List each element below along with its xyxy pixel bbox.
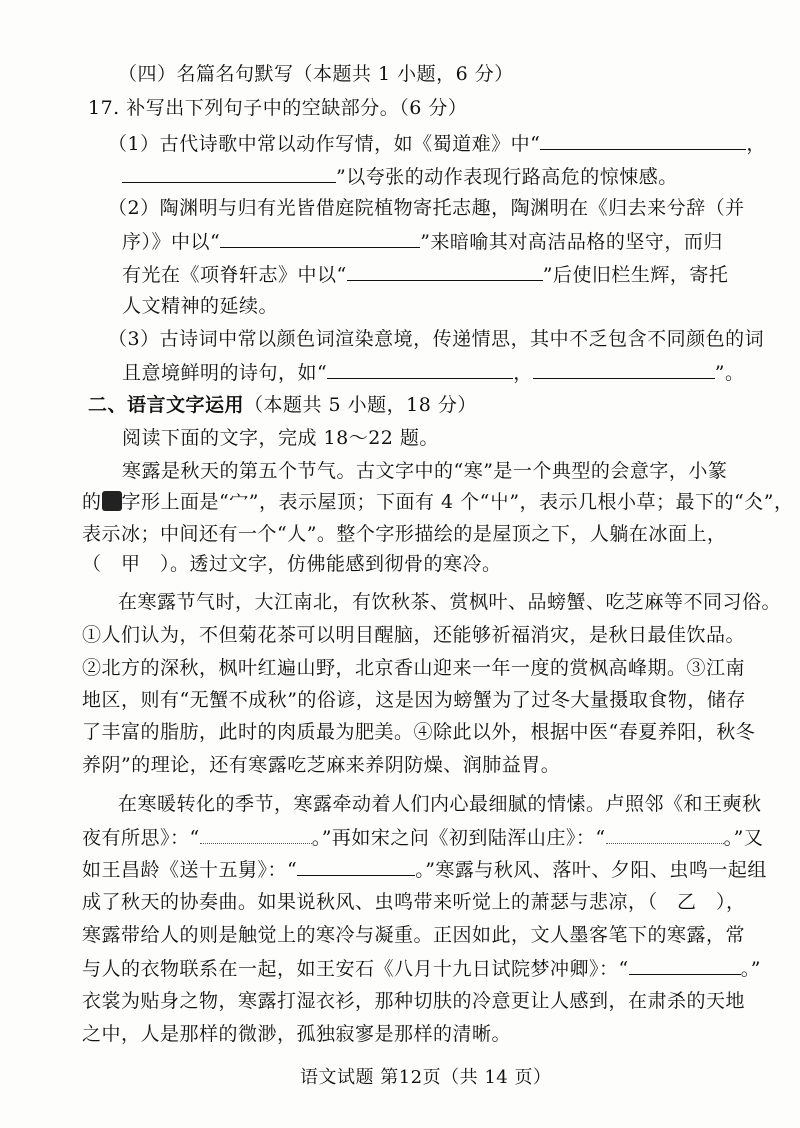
para3-l2-b: 。”再如宋之问《初到陆浑山庄》：“ bbox=[311, 827, 606, 849]
para3-l6-a: 与人的衣物联系在一起，如王安石《八月十九日试院梦冲卿》：“ bbox=[82, 958, 629, 980]
q17-p1-line2 bbox=[122, 164, 678, 189]
q17-p2-line3 bbox=[122, 262, 728, 287]
para3-l3-b: 。”寒露与秋风、落叶、夕阳、虫鸣一起组 bbox=[415, 859, 767, 881]
q17-p3-line2 bbox=[122, 360, 744, 385]
q17-p3-mid: ， bbox=[513, 362, 533, 384]
para2-line1: 在寒露节气时，大江南北，有饮秋茶、赏枫叶、品螃蟹、吃芝麻等不同习俗。 bbox=[118, 591, 782, 613]
comma: ， bbox=[746, 133, 766, 155]
para3-l6-b: 。” bbox=[740, 958, 761, 980]
answer-blank[interactable] bbox=[200, 825, 312, 844]
q17-title: 17. 补写出下列句子中的空缺部分。（6 分） bbox=[88, 97, 468, 119]
q17-p3-end: ”。 bbox=[714, 362, 745, 384]
answer-blank[interactable] bbox=[540, 131, 746, 150]
q17-p2-line4: 人文精神的延续。 bbox=[122, 295, 279, 317]
section4-heading: （四）名篇名句默写（本题共 1 小题，6 分） bbox=[118, 63, 514, 85]
para3-line7: 衣裳为贴身之物，寒露打湿衣衫，那种切肤的冷意更让人感到，在肃杀的天地 bbox=[82, 990, 746, 1012]
q17-p1-end: ”以夸张的动作表现行路高危的惊悚感。 bbox=[336, 166, 678, 188]
q17-p2-line1: （2）陶渊明与归有光皆借庭院植物寄托志趣，陶渊明在《归去来兮辞（并 bbox=[108, 197, 745, 219]
q17-p2-l2-start: 序）》中以“ bbox=[122, 231, 221, 253]
section2-heading bbox=[88, 393, 477, 417]
para1-line3: 表示冰；中间还有一个“人”。整个字形描绘的是屋顶之下，人躺在冰面上， bbox=[82, 523, 727, 545]
section2-title: 二、语言文字运用 bbox=[88, 394, 245, 416]
para2-line2: ①人们认为，不但菊花茶可以明目醒脑，还能够祈福消灾，是秋日最佳饮品。 bbox=[82, 624, 746, 646]
q17-p1-text: （1）古代诗歌中常以动作写情，如《蜀道难》中“ bbox=[108, 133, 541, 155]
para3-l2-a: 夜有所思》：“ bbox=[82, 827, 200, 849]
answer-blank[interactable] bbox=[297, 857, 415, 876]
para3-line1: 在寒暖转化的季节，寒露牵动着人们内心最细腻的情愫。卢照邻《和王奭秋 bbox=[118, 793, 762, 815]
answer-blank[interactable] bbox=[220, 229, 420, 248]
para1-line2 bbox=[82, 490, 793, 514]
para2-line6: 养阴”的理论，还有寒露吃芝麻来养阴防燥、润肺益胃。 bbox=[82, 754, 561, 776]
q17-p2-l2-end: ”来暗喻其对高洁品格的坚守，而归 bbox=[420, 231, 723, 253]
para3-l2-c: 。”又 bbox=[723, 827, 764, 849]
para3-line2 bbox=[82, 825, 763, 850]
para2-line3: ②北方的深秋，枫叶红遍山野，北京香山迎来一年一度的赏枫高峰期。③江南 bbox=[82, 657, 746, 679]
para3-l3-a: 如王昌龄《送十五舅》：“ bbox=[82, 859, 298, 881]
para1-l2-start: 的 bbox=[82, 491, 102, 513]
q17-p3-l2-start: 且意境鲜明的诗句，如“ bbox=[122, 362, 328, 384]
answer-blank[interactable] bbox=[122, 164, 336, 183]
q17-p2-l3-start: 有光在《项脊轩志》中以“ bbox=[122, 264, 347, 286]
seal-character-icon bbox=[102, 491, 122, 511]
q17-p2-line2 bbox=[122, 229, 723, 254]
para2-line4: 地区，则有“无蟹不成秋”的俗谚，这是因为螃蟹为了过冬大量摄取食物，储存 bbox=[82, 689, 746, 711]
para1-line4: （ 甲 ）。透过文字，仿佛能感到彻骨的寒冷。 bbox=[82, 553, 502, 575]
q17-p1-line1 bbox=[108, 131, 766, 156]
answer-blank[interactable] bbox=[533, 360, 715, 379]
q17-p2-l3-end: ”后使旧栏生辉，寄托 bbox=[542, 264, 729, 286]
para3-line3 bbox=[82, 857, 767, 882]
intro: 阅读下面的文字，完成 18～22 题。 bbox=[122, 427, 439, 449]
para1-l2-end: 字形上面是“宀”，表示屋顶；下面有 4 个“屮”，表示几根小草；最下的“仌”， bbox=[121, 491, 794, 513]
section2-note: （本题共 5 小题，18 分） bbox=[244, 394, 477, 416]
para3-line6 bbox=[82, 956, 761, 981]
para3-line8: 之中，人是那样的微渺，孤独寂寥是那样的清晰。 bbox=[82, 1023, 512, 1045]
answer-blank[interactable] bbox=[606, 825, 724, 844]
para2-line5: 了丰富的脂肪，此时的肉质最为肥美。④除此以外，根据中医“春夏养阳，秋冬 bbox=[82, 721, 756, 743]
para1-line1: 寒露是秋天的第五个节气。古文字中的“寒”是一个典型的会意字，小篆 bbox=[122, 460, 728, 482]
answer-blank[interactable] bbox=[327, 360, 513, 379]
answer-blank[interactable] bbox=[347, 262, 543, 281]
para3-line5: 寒露带给人的则是触觉上的寒冷与凝重。正因如此，文人墨客笔下的寒露，常 bbox=[82, 924, 746, 946]
q17-p3-line1: （3）古诗词中常以颜色词渲染意境，传递情思，其中不乏包含不同颜色的词 bbox=[108, 328, 765, 350]
answer-blank[interactable] bbox=[629, 956, 741, 975]
page-footer: 语文试题 第12页（共 14 页） bbox=[300, 1067, 552, 1088]
para3-line4: 成了秋天的协奏曲。如果说秋风、虫鸣带来听觉上的萧瑟与悲凉，（ 乙 ）， bbox=[82, 891, 746, 913]
